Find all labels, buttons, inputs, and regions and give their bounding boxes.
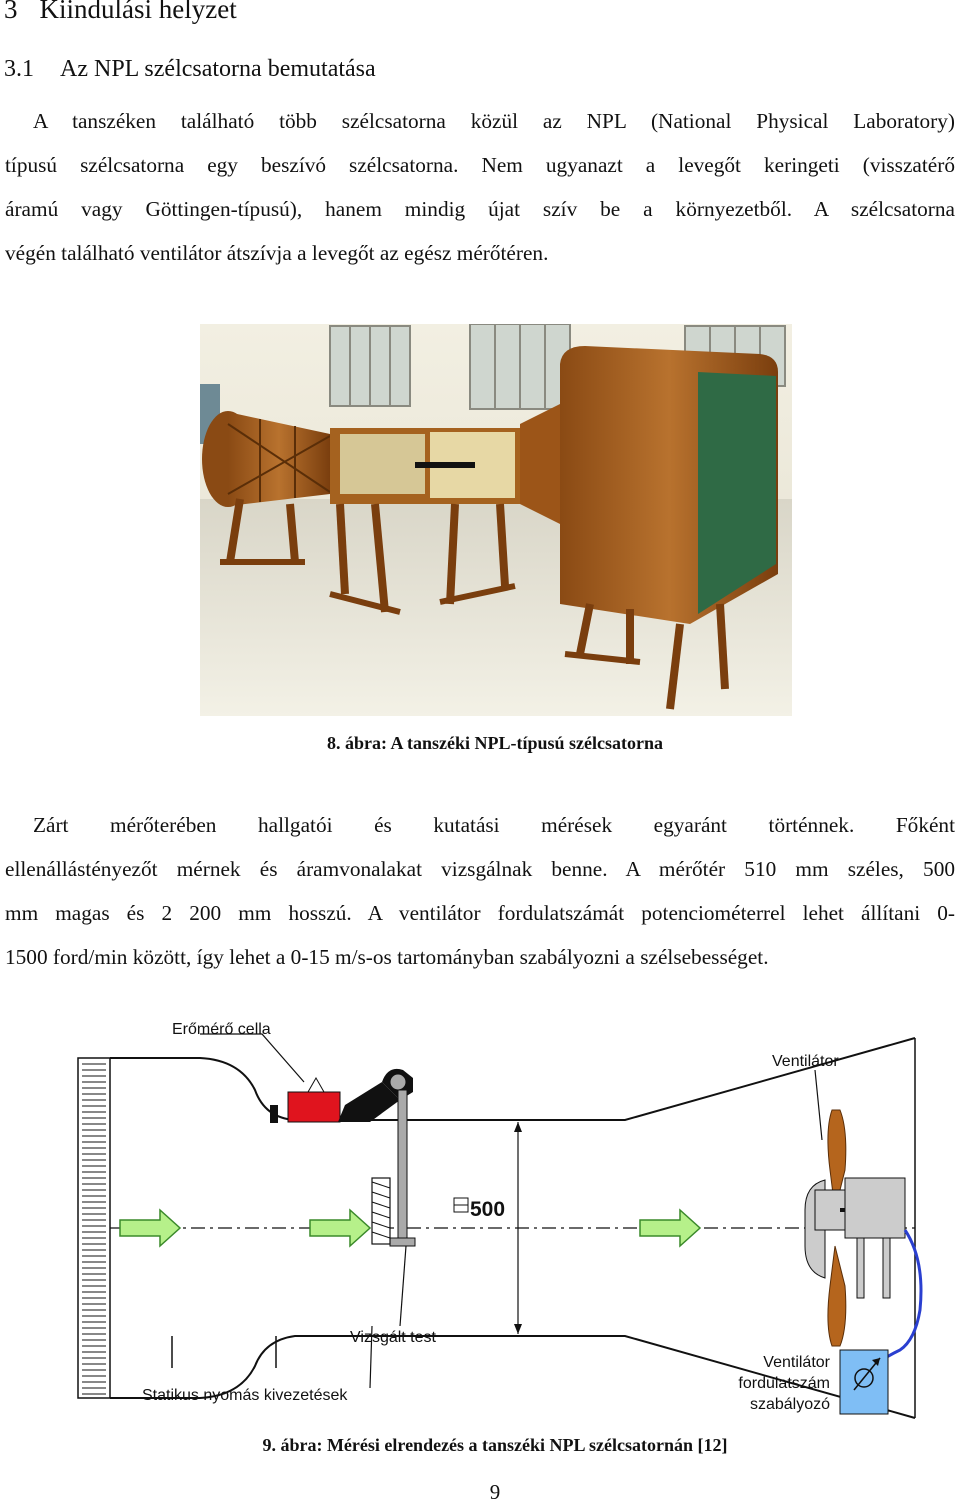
speed-controller: [840, 1350, 888, 1414]
paragraph-line: mm magas és 2 200 mm hosszú. A ventilátor fordulatszámát potenciométerrel lehet állítani 0-: [5, 901, 955, 925]
figure9-caption: 9. ábra: Mérési elrendezés a tanszéki NPL szélcsatornán [12]: [262, 1435, 728, 1455]
paragraph-line: Zárt mérőterében hallgatói és kutatási mérések egyaránt történnek. Főként: [33, 813, 955, 837]
flow-arrow: [640, 1210, 700, 1246]
static-pressure-label: Statikus nyomás kivezetések: [142, 1387, 348, 1404]
figure8-caption: 8. ábra: A tanszéki NPL-típusú szélcsatorna: [326, 733, 663, 753]
subsection-heading: [4, 56, 376, 83]
paragraph-measurement: [5, 803, 955, 979]
page-number: 9: [489, 1480, 501, 1504]
fan-label: Ventilátor: [772, 1053, 839, 1070]
dimension-label: 500: [470, 1198, 506, 1221]
measurement-setup-diagram: [70, 1010, 930, 1430]
section-number: 3: [4, 0, 18, 24]
fan-speed-label-1: Ventilátor: [763, 1354, 830, 1371]
subsection-number: 3.1: [4, 56, 34, 82]
paragraph-intro: [5, 99, 955, 275]
paragraph-line: 1500 ford/min között, így lehet a 0-15 m/s-os tartományban szabályozni a szélsebességet.: [5, 945, 769, 969]
section-heading: [4, 0, 237, 25]
fan-speed-label-2: fordulatszám: [738, 1375, 830, 1392]
inlet-honeycomb: [78, 1058, 110, 1398]
fan: [805, 1110, 905, 1346]
paragraph-line: típusú szélcsatorna egy beszívó szélcsatorna. Nem ugyanazt a levegőt keringeti (visszatérő: [5, 153, 955, 177]
test-object-label: Vizsgált test: [350, 1329, 436, 1346]
force-cell-label: Erőmérő cella: [172, 1021, 271, 1038]
paragraph-line: A tanszéken található több szélcsatorna közül az NPL (National Physical Laboratory): [33, 109, 955, 133]
wind-tunnel-photo: [200, 324, 792, 716]
subsection-title: Az NPL szélcsatorna bemutatása: [60, 56, 376, 82]
paragraph-line: végén található ventilátor átszívja a levegőt az egész mérőtéren.: [5, 241, 549, 265]
flow-arrow: [120, 1210, 180, 1246]
fan-speed-label-3: szabályozó: [749, 1396, 830, 1413]
section-title: Kiindulási helyzet: [39, 0, 237, 24]
test-object: [372, 1178, 390, 1244]
paragraph-line: ellenállástényezőt mérnek és áramvonalakat vizsgálnak benne. A mérőtér 510 mm széles, 500: [5, 857, 955, 881]
paragraph-line: áramú vagy Göttingen-típusú), hanem mindig újat szív be a környezetből. A szélcsatorna: [5, 197, 955, 221]
flow-arrow: [310, 1210, 370, 1246]
leader-lines: [200, 1034, 822, 1388]
